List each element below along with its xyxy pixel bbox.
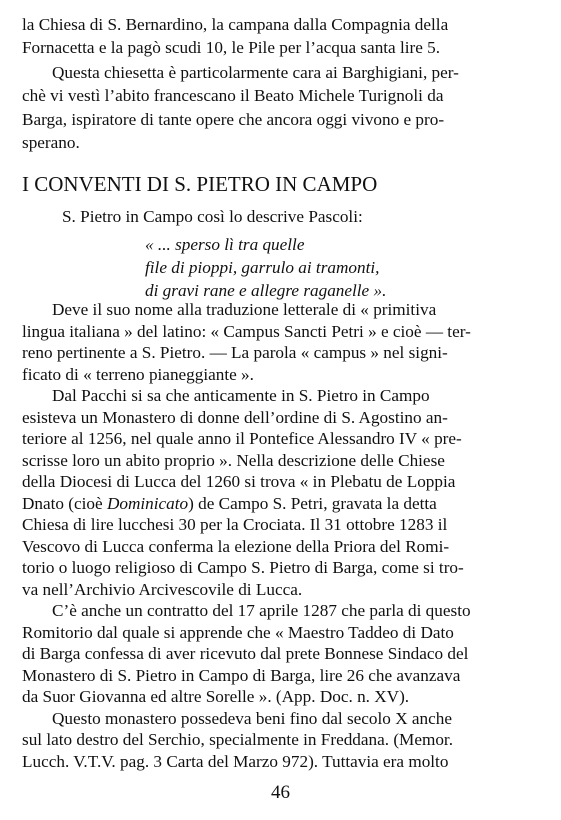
text-line: scrisse loro un abito proprio ». Nella descrizione delle Chiese [22, 450, 445, 470]
text-line: Vescovo di Lucca conferma la elezione della Priora del Romi- [22, 536, 450, 556]
text-line: Romitorio dal quale si apprende che « Maestro Taddeo di Dato [22, 622, 454, 642]
text-line: Monastero di S. Pietro in Campo di Barga, lire 26 che avanzava [22, 665, 461, 685]
text-line: torio o luogo religioso di Campo S. Pietro di Barga, come si tro- [22, 558, 464, 577]
text-line: Questo monastero possedeva beni fino dal secolo X anche [52, 708, 452, 728]
poem-line: file di pioppi, garrulo ai tramonti, [145, 258, 380, 277]
text-line: sperano. [22, 133, 80, 152]
text-line: Questa chiesetta è particolarmente cara ai Barghigiani, per- [52, 63, 459, 82]
italic-term: Dominicato [106, 493, 189, 513]
text-line: ficato di « terreno pianeggiante ». [22, 364, 254, 384]
text-line: della Diocesi di Lucca del 1260 si trova « in Plebatu de Loppia [22, 472, 456, 491]
text-line: di Barga confessa di aver ricevuto dal prete Bonnese Sindaco del [22, 644, 469, 663]
text-line [22, 494, 437, 514]
text-line: Chiesa di lire lucchesi 30 per la Crociata. Il 31 ottobre 1283 il [22, 515, 448, 534]
text-segment: Dnato (cioè [22, 493, 107, 513]
poem-line: di gravi rane e allegre raganelle ». [145, 281, 387, 300]
text-line: C’è anche un contratto del 17 aprile 1287 che parla di questo [52, 601, 471, 620]
text-line: reno pertinente a S. Pietro. — La parola « campus » nel signi- [22, 343, 448, 362]
text-line: teriore al 1256, nel quale anno il Pontefice Alessandro IV « pre- [22, 429, 462, 448]
text-line: lingua italiana » del latino: « Campus Sancti Petri » e cioè — ter- [22, 321, 471, 341]
intro-line: S. Pietro in Campo così lo descrive Pascoli: [62, 207, 363, 226]
text-line: Deve il suo nome alla traduzione letterale di « primitiva [52, 300, 437, 319]
text-line: Lucch. V.T.V. pag. 3 Carta del Marzo 972). Tuttavia era molto [22, 751, 449, 771]
text-line: la Chiesa di S. Bernardino, la campana dalla Compagnia della [22, 15, 449, 34]
section-heading: I CONVENTI DI S. PIETRO IN CAMPO [22, 172, 378, 196]
text-line: chè vi vestì l’abito francescano il Beato Michele Turignoli da [22, 86, 444, 105]
text-line: va nell’Archivio Arcivescovile di Lucca. [22, 579, 303, 599]
poem-line: « ... sperso lì tra quelle [145, 235, 305, 254]
text-segment: ) de Campo S. Petri, gravata la detta [188, 493, 437, 513]
text-line: sul lato destro del Serchio, specialmente in Freddana. (Memor. [22, 730, 454, 749]
text-line: Barga, ispiratore di tante opere che ancora oggi vivono e pro- [22, 110, 445, 129]
text-line: Fornacetta e la pagò scudi 10, le Pile per l’acqua santa lire 5. [22, 38, 441, 57]
text-line: esisteva un Monastero di donne dell’ordine di S. Agostino an- [22, 407, 448, 427]
text-line: da Suor Giovanna ed altre Sorelle ». (App. Doc. n. XV). [22, 687, 410, 706]
page-number: 46 [271, 782, 290, 803]
text-line: Dal Pacchi si sa che anticamente in S. Pietro in Campo [52, 386, 430, 405]
